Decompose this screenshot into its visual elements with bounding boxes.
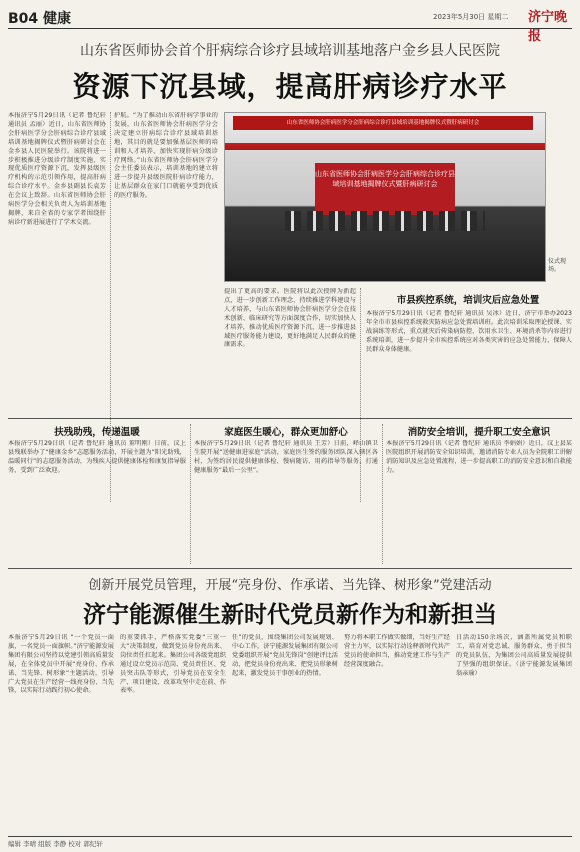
strip-2-body: 本报济宁5月29日讯（记者 鲁纪轩 通讯员 王芳）日前，峄山镇卫生院开展“送健康进家庭”活动，家庭医生签约服务团队深入辖区各村，为签约居民提供健康体检、慢病随访、用药指导等服务，打通健康服务“最后一公里”。 [194, 440, 378, 474]
event-photo [224, 112, 546, 282]
strip-3-title: 消防安全培训，提升职工安全意识 [407, 427, 551, 438]
article2-column-2: 的重要抓手，严格落实党委“三重一大”决策制度，做到党员身份亮出来、岗位责任扛起来。集团公司各级党组织通过设立党员示范岗、党员责任区、党员突击队等形式，引导党员在安全生产、项目建设、改革攻坚中走在前、作表率。 [120, 634, 226, 695]
article2-title: 济宁能源催生新时代党员新作为和新担当 [83, 601, 497, 628]
article2-column-1: 本报济宁5月29日讯 “一个党员一面旗，一名党员一面旗帜。”济宁能源发展集团有限公司坚持以党建引领高质量发展，在全体党员中开展“亮身份、作承诺、当先锋、树形象”主题活动，引导广大党员在生产经营一线亮身份、当先锋，以实际行动践行初心使命。 [8, 634, 114, 695]
article2-kicker: 创新开展党员管理，开展“亮身份、作承诺、当先锋、树形象”党建活动 [88, 578, 492, 593]
article2-column-5: 日活动150余场次，涵盖所属党员和职工，培育对党忠诚、服务群众、勇于担当的党员队伍，为集团公司高质量发展提供了坚强的组织保证。（济宁能源发展集团 翁亲瑜） [456, 634, 572, 677]
article1-column-1: 本报济宁5月29日讯（记者 鲁纪轩 通讯员 孟丽）近日，山东省医师协会肝病医学分会肝病综合诊疗县域培训基地揭牌仪式暨肝病研讨会在金乡县人民医院举行。该院将进一步积极推进分级诊疗制度实施，实现优质医疗资源下沉，发挥县级医疗机构的示范引领作用，提高肝病综合诊疗水平。金乡县副县长袁芳在会议上致辞。山东省医师协会肝病医学分会相关负责人为培训基地揭牌，来自全省的专家学者围绕肝病诊疗新进展进行了学术交流。 [8, 112, 106, 226]
strip-1-body: 本报济宁5月29日讯（记者 鲁纪轩 通讯员 董明刚）日前，汶上县残联举办了“健康金乡”志愿服务活动，开展主题为“阳光助残，温暖同行”的志愿服务活动，为残疾人提供健康体检和康复指导服务，受到广泛欢迎。 [8, 440, 186, 474]
article1-column-2: 护航。“为了推动山东省肝病学事业的发展，山东省医师协会肝病医学分会决定建立肝病综合诊疗县域培训基地，其目的就是要加强基层医师的培训和人才培养，加快实现肝病分级诊疗网络。”山东省医师协会肝病医学分会主任委员表示，培训基地的建立将进一步提升县级医院肝病诊疗能力，让基层群众在家门口就能享受到优质的医疗服务。 [114, 112, 218, 200]
right-article-body: 本报济宁5月29日讯（记者 鲁纪轩 通讯员 吴冰）近日，济宁市举办2023年全市市县疾控系统救灾防病应急处置培训班。此次培训采取理论授课、实战演练等形式，重点就灾后传染病防控、饮用水卫生、环境消杀等内容进行系统培训，进一步提升全市疾控系统应对各类灾害的应急处置能力，保障人民群众身体健康。 [366, 310, 572, 353]
page-label: B04 健康 [8, 11, 72, 27]
column-divider [190, 424, 191, 564]
photo-caption: 仪式现场。 [548, 258, 567, 273]
strip-1-title: 扶残助残，传递温暖 [54, 427, 140, 438]
newspaper-logo: 济宁晚报 [528, 10, 568, 44]
article1-title: 资源下沉县域，提高肝病诊疗水平 [72, 70, 508, 103]
right-article-title: 市县疾控系统，培训灾后应急处置 [396, 295, 540, 306]
article2-column-3: 任”的党员，围绕集团公司发展规划、中心工作，济宁能源发展集团有限公司党委组织开展“党员先锋岗”创建评比活动，把党员身份亮出来、把党员形象树起来，激发党员干事创业的热情。 [232, 634, 338, 677]
strip-3-body: 本报济宁5月29日讯（记者 鲁纪轩 通讯员 李娟娟）近日，汶上县某医院组织开展消防安全知识培训，邀请消防专业人员为全院职工讲解消防知识及应急处置流程，进一步提高职工的消防安全意识和自救能力。 [386, 440, 572, 474]
article1-kicker: 山东省医师协会首个肝病综合诊疗县域培训基地落户金乡县人民医院 [80, 43, 500, 59]
section-rule [8, 568, 572, 569]
photo-banner: 山东省医师协会肝病医学分会肝病综合诊疗县域培训基地揭牌仪式暨肝病研讨会 [233, 116, 533, 130]
photo-people [285, 211, 485, 231]
column-divider [382, 424, 383, 564]
page-header [8, 6, 572, 44]
article1-column-3: 提出了更高的要求。医院将以此次授牌为新起点，进一步创新工作理念，持续推进学科建设与人才培养，与山东省医师协会肝病医学分会在技术创新、临床研究等方面深度合作，切实加快人才培养，推动优质医疗资源下沉，进一步推进县域医疗服务能力建设，更好地满足人民群众的健康需求。 [224, 288, 356, 349]
photo-stage-screen: 山东省医师协会肝病医学分会肝病综合诊疗县域培训基地揭牌仪式暨肝病研讨会 [315, 163, 455, 215]
strip-2-title: 家庭医生暖心，群众更加舒心 [224, 427, 348, 438]
date-line: 2023年5月30日 星期二 [433, 13, 509, 21]
section-rule [8, 418, 572, 419]
page-footer: 编辑 李晴 组版 李静 校对 郭纪轩 [8, 836, 572, 848]
article2-column-4: 努力将本职工作做实做细，当好生产经营主力军，以实际行动诠释新时代共产党员的使命担当，推动党建工作与生产经营深度融合。 [344, 634, 450, 668]
